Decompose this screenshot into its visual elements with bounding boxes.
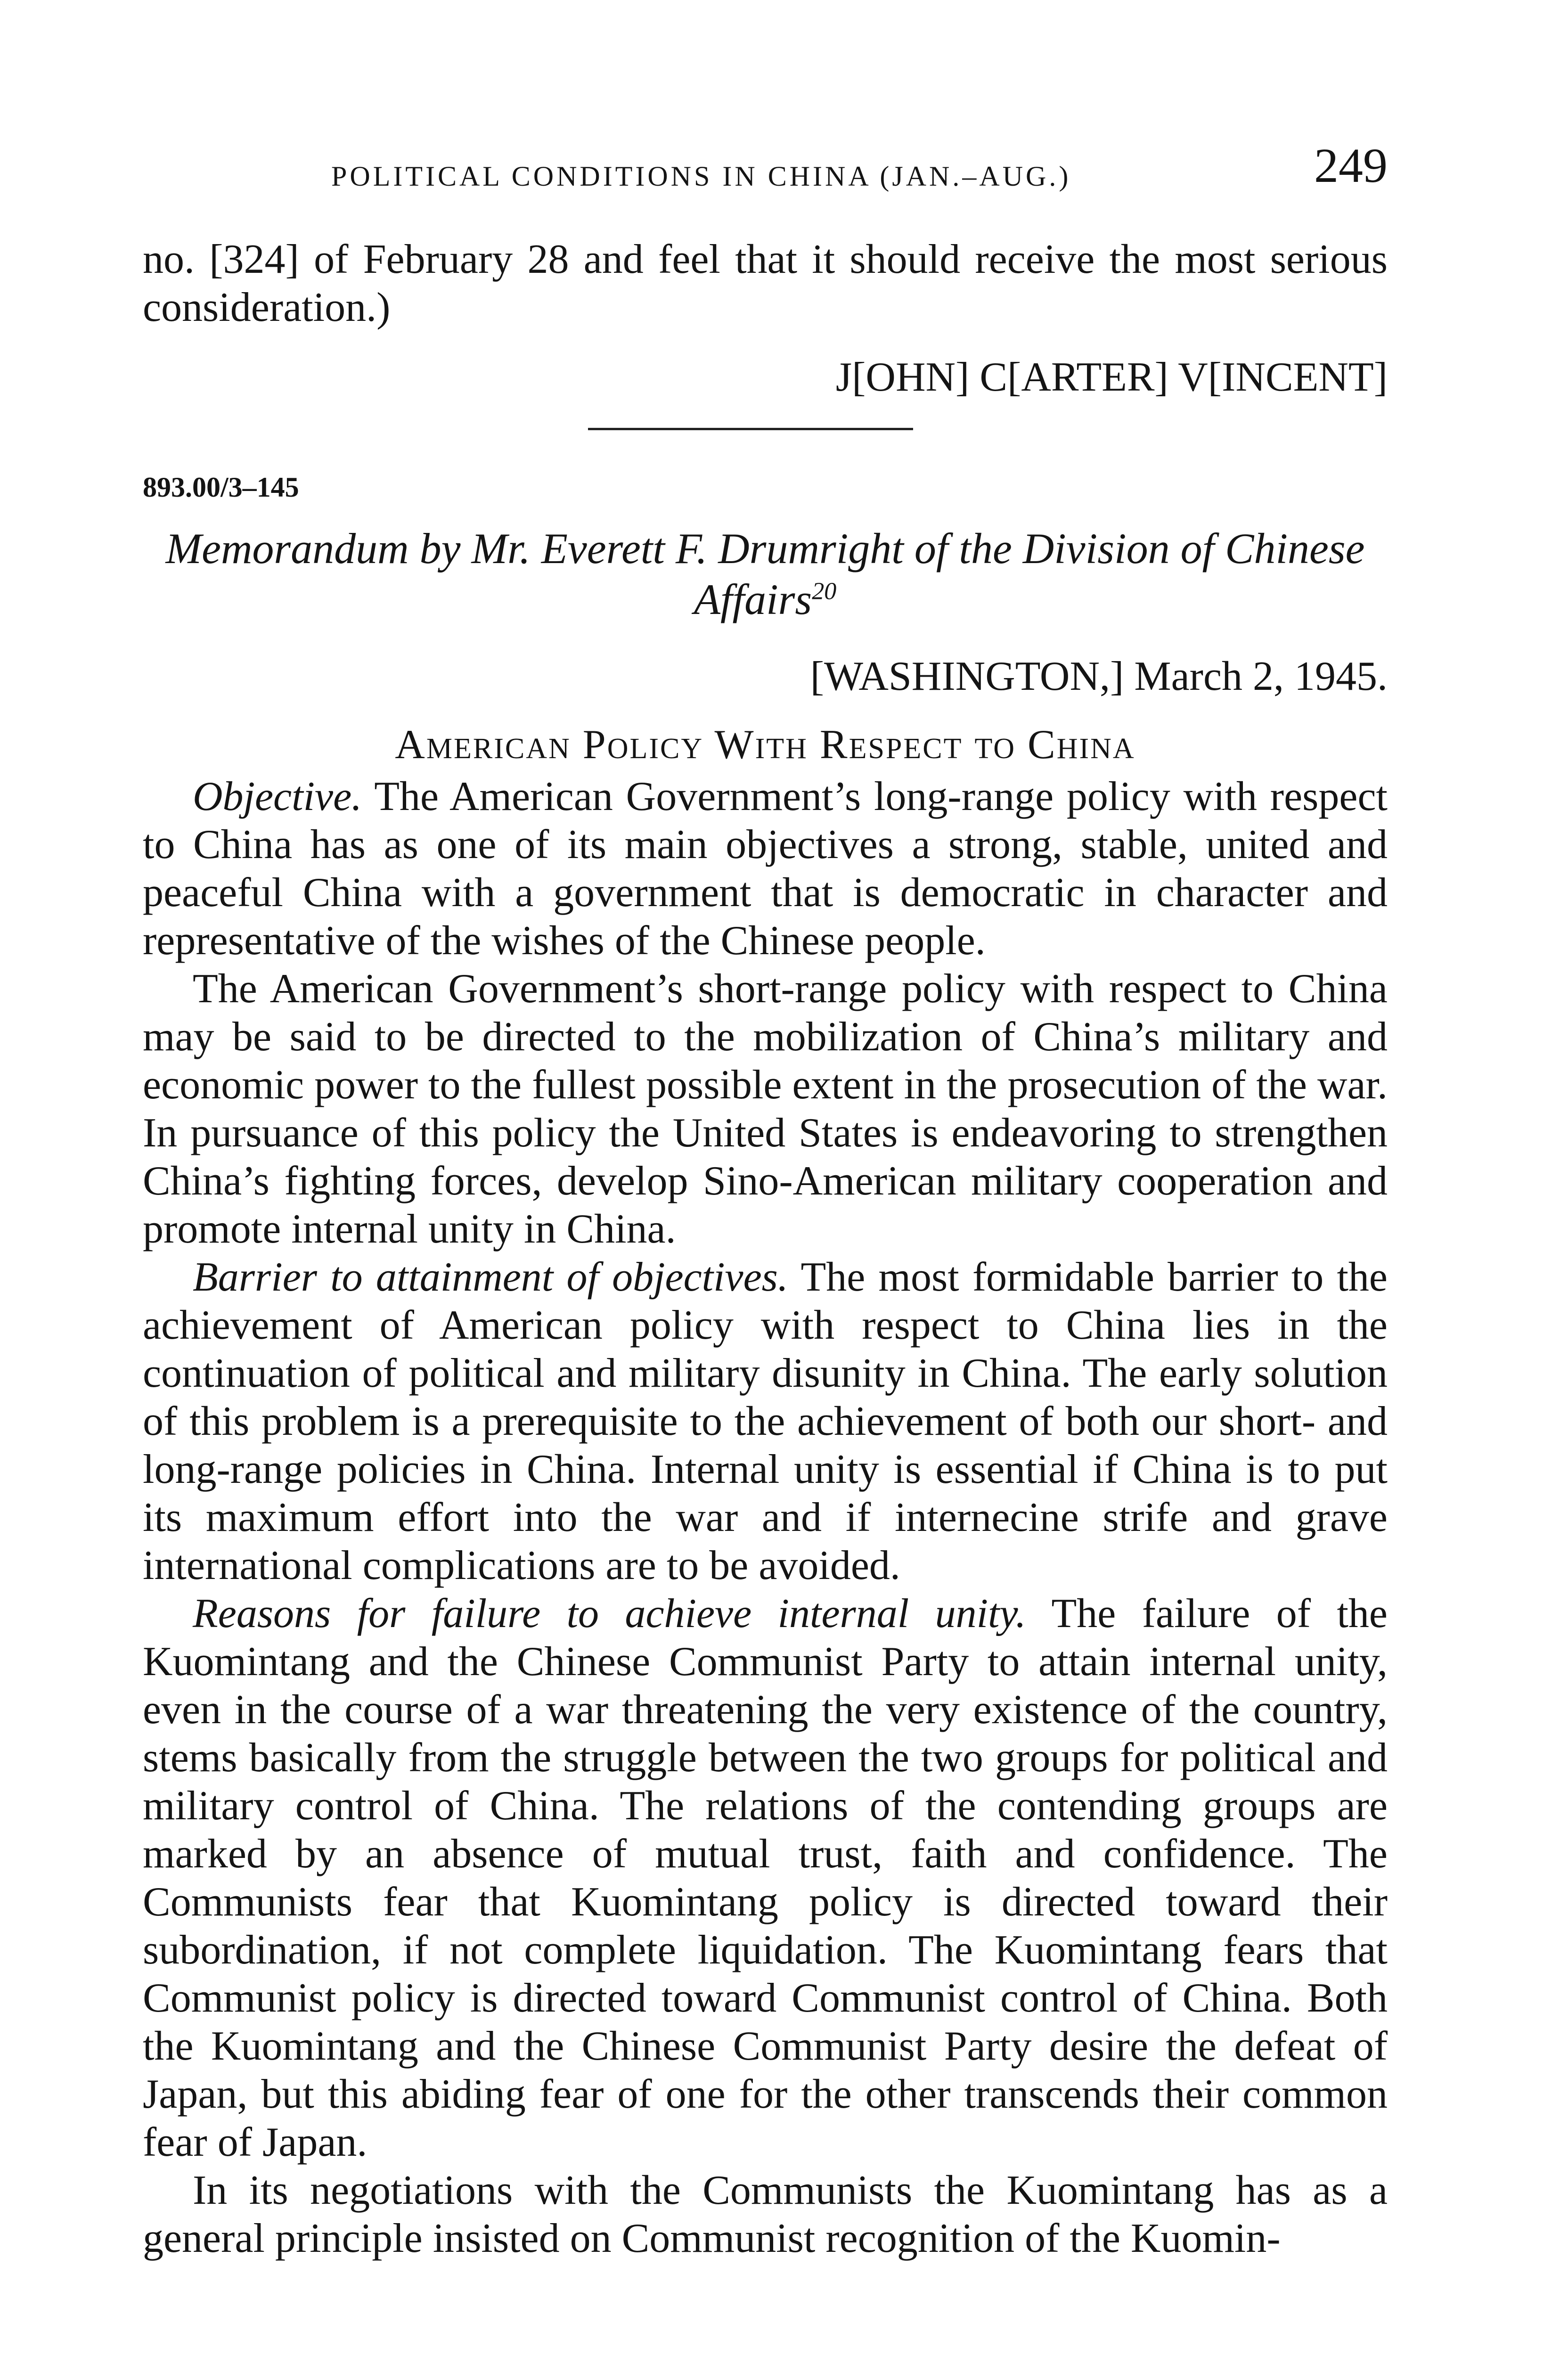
paragraph-text: The failure of the Kuomintang and the Chinese Communist Party to attain internal unity, even in the course of a war threatening the very existence of the country, stems basically from the struggle between the two groups for political and military control of China. The relations of the contending groups are marked by an absence of mutual trust, faith and confidence. The Communists fear that Kuomintang policy is directed toward their subordination, if not complete liquidation. The Kuomintang fears that Communist policy is directed toward Communist control of China. Both the Kuomintang and the Chinese Communist Party desire the defeat of Japan, but this abiding fear of one for the other transcends their common fear of Japan. bbox=[143, 1591, 1388, 2165]
paragraph-text: The most formidable barrier to the achievement of American policy with respect to China lies in the continuation of political and military disunity in China. The early solution of this problem is a prerequisite to the achievement of both our short- and long-range policies in China. Internal unity is essential if China is to put its maximum effort into the war and if internecine strife and grave international complications are to be avoided. bbox=[143, 1254, 1388, 1588]
paragraph-lead: Reasons for failure to achieve internal unity. bbox=[193, 1591, 1026, 1636]
memo-body bbox=[143, 773, 1388, 2263]
page-header bbox=[143, 141, 1388, 217]
section-heading: American Policy With Respect to China bbox=[395, 722, 1135, 768]
signature: J[OHN] C[ARTER] V[INCENT] bbox=[835, 354, 1388, 400]
running-title: POLITICAL CONDITIONS IN CHINA (JAN.–AUG.) bbox=[331, 161, 1071, 192]
paragraph-short-range-policy bbox=[143, 965, 1388, 1253]
paragraph-barrier bbox=[143, 1253, 1388, 1590]
paragraph-lead: Barrier to attainment of objectives. bbox=[193, 1254, 788, 1300]
section-divider bbox=[588, 428, 913, 430]
dateline: [WASHINGTON,] March 2, 1945. bbox=[810, 654, 1388, 699]
opening-continuation bbox=[143, 236, 1388, 332]
paragraph-negotiations bbox=[143, 2167, 1388, 2263]
paragraph-text: The American Government’s long-range policy with respect to China has as one of its main objectives a strong, stable, united and peaceful China with a government that is democratic in character and representative of the wishes of the Chinese people. bbox=[143, 774, 1388, 964]
file-number: 893.00/3–145 bbox=[143, 472, 299, 503]
footnote-reference: 20 bbox=[812, 578, 837, 605]
memo-title bbox=[143, 523, 1388, 625]
paragraph-text: In its negotiations with the Communists the Kuomintang has as a general principle insisted on Communist recognition of the Kuomin- bbox=[143, 2168, 1388, 2261]
memo-title-text: Memorandum by Mr. Everett F. Drumright of the Division of Chinese Affairs bbox=[165, 524, 1365, 623]
page-number: 249 bbox=[1314, 139, 1388, 193]
paragraph-reasons bbox=[143, 1590, 1388, 2167]
continuation-text: no. [324] of February 28 and feel that it should receive the most serious consideration.) bbox=[143, 237, 1388, 330]
paragraph-objective bbox=[143, 773, 1388, 965]
paragraph-lead: Objective. bbox=[193, 774, 362, 819]
paragraph-text: The American Government’s short-range policy with respect to China may be said to be directed to the mobilization of China’s military and economic power to the fullest possible extent in the prosecution of the war. In pursuance of this policy the United States is endeavoring to strengthen China’s fighting forces, develop Sino-American military cooperation and promote internal unity in China. bbox=[143, 966, 1388, 1252]
